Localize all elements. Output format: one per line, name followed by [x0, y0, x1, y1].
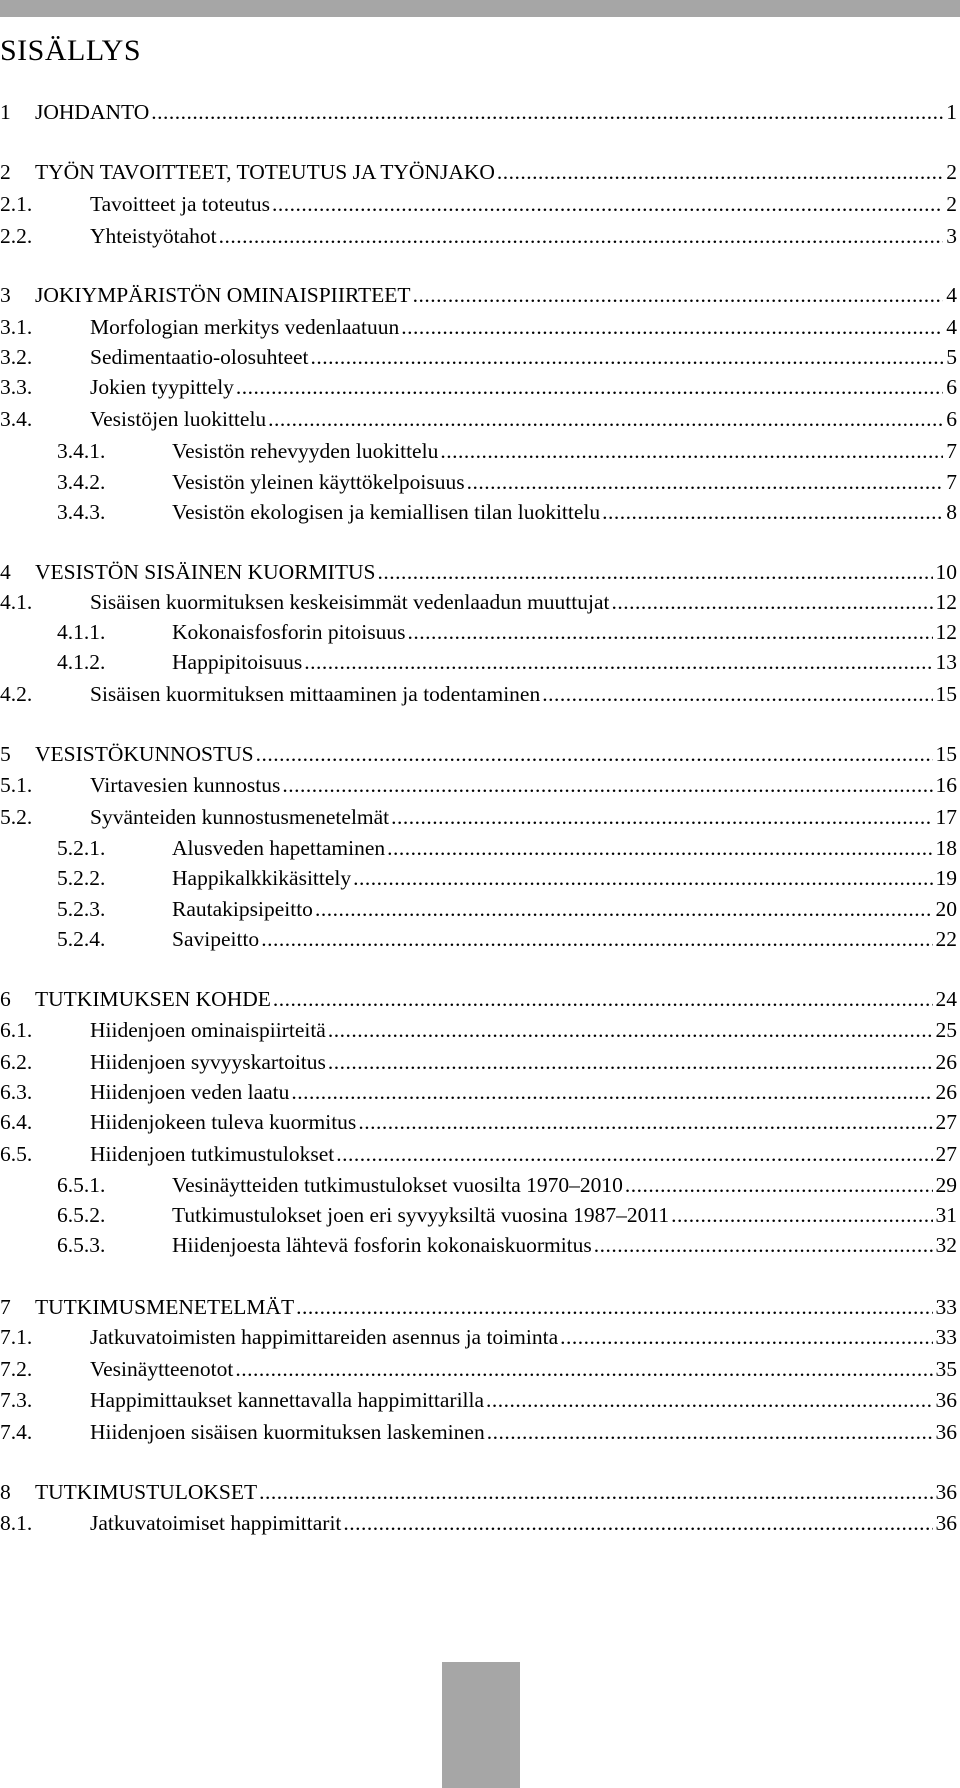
toc-entry-page: 20: [935, 897, 957, 921]
toc-entry[interactable]: [0, 1050, 957, 1082]
toc-dot-leader: [377, 560, 932, 585]
toc-entry[interactable]: [0, 1080, 957, 1112]
toc-dot-leader: [282, 773, 932, 798]
toc-entry[interactable]: [0, 590, 957, 622]
toc-dot-leader: [625, 1173, 933, 1198]
toc-entry[interactable]: [0, 1480, 957, 1512]
toc-entry-number: 8: [0, 1480, 11, 1504]
toc-dot-leader: [336, 1142, 932, 1167]
toc-entry[interactable]: [0, 742, 957, 774]
toc-entry-page: 32: [935, 1233, 957, 1257]
toc-entry[interactable]: [0, 439, 957, 471]
toc-entry[interactable]: [0, 375, 957, 407]
toc-entry-page: 36: [935, 1480, 957, 1504]
toc-entry[interactable]: [0, 283, 957, 315]
toc-entry-page: 12: [935, 620, 957, 644]
page-title: SISÄLLYS: [0, 34, 142, 67]
toc-entry[interactable]: [0, 224, 957, 256]
page-footer-box: [442, 1662, 520, 1788]
toc-dot-leader: [268, 407, 943, 432]
toc-entry-title: Morfologian merkitys vedenlaatuun: [90, 315, 400, 339]
toc-entry[interactable]: [0, 1203, 957, 1235]
toc-entry-title: Happipitoisuus: [172, 650, 303, 674]
toc-dot-leader: [291, 1080, 932, 1105]
toc-entry-title: Vesistön yleinen käyttökelpoisuus: [172, 470, 465, 494]
toc-dot-leader: [560, 1325, 932, 1350]
toc-dot-leader: [671, 1203, 932, 1228]
toc-entry-number: 3.4.2.: [57, 470, 106, 494]
toc-entry[interactable]: [0, 500, 957, 532]
toc-entry-title: Hiidenjoen sisäisen kuormituksen laskeminen: [90, 1420, 485, 1444]
toc-entry[interactable]: [0, 192, 957, 224]
toc-dot-leader: [387, 836, 932, 861]
toc-entry-title: Hiidenjokeen tuleva kuormitus: [90, 1110, 357, 1134]
toc-entry[interactable]: [0, 1325, 957, 1357]
toc-entry-number: 4.1.1.: [57, 620, 106, 644]
toc-entry[interactable]: [0, 773, 957, 805]
toc-entry-title: Tutkimustulokset joen eri syvyyksiltä vuosina 1987–2011: [172, 1203, 670, 1227]
toc-entry-number: 4: [0, 560, 11, 584]
toc-entry-title: TYÖN TAVOITTEET, TOTEUTUS JA TYÖNJAKO: [35, 160, 495, 184]
toc-entry-title: Jokien tyypittely: [90, 375, 234, 399]
toc-entry[interactable]: [0, 345, 957, 377]
toc-entry[interactable]: [0, 987, 957, 1019]
toc-entry[interactable]: [0, 1173, 957, 1205]
toc-entry-title: Hiidenjoen syvyyskartoitus: [90, 1050, 326, 1074]
toc-entry-title: Vesistöjen luokittelu: [90, 407, 267, 431]
toc-entry[interactable]: [0, 1511, 957, 1543]
toc-entry-page: 10: [935, 560, 957, 584]
toc-entry-number: 3.4.3.: [57, 500, 106, 524]
toc-entry-title: Vesinäytteiden tutkimustulokset vuosilta 1970–2010: [172, 1173, 623, 1197]
toc-entry-page: 5: [946, 345, 957, 369]
toc-entry-number: 6.5.: [0, 1142, 33, 1166]
toc-entry[interactable]: [0, 407, 957, 439]
toc-entry-number: 7.1.: [0, 1325, 33, 1349]
toc-entry-page: 18: [935, 836, 957, 860]
toc-entry-title: TUTKIMUSMENETELMÄT: [35, 1295, 295, 1319]
toc-dot-leader: [315, 897, 933, 922]
toc-entry-number: 2.1.: [0, 192, 33, 216]
toc-entry-number: 5.2.3.: [57, 897, 106, 921]
toc-dot-leader: [487, 1420, 933, 1445]
toc-entry[interactable]: [0, 805, 957, 837]
toc-entry-title: JOHDANTO: [35, 100, 150, 124]
toc-entry-number: 3.3.: [0, 375, 33, 399]
toc-dot-leader: [467, 470, 944, 495]
toc-dot-leader: [353, 866, 932, 891]
toc-entry-title: TUTKIMUSTULOKSET: [35, 1480, 258, 1504]
toc-entry-page: 13: [935, 650, 957, 674]
toc-entry-number: 5.2.: [0, 805, 33, 829]
toc-dot-leader: [594, 1233, 933, 1258]
toc-dot-leader: [612, 590, 933, 615]
toc-entry-number: 5.1.: [0, 773, 33, 797]
toc-entry-page: 6: [946, 407, 957, 431]
toc-entry[interactable]: [0, 1357, 957, 1389]
toc-entry-page: 27: [935, 1110, 957, 1134]
toc-entry[interactable]: [0, 1018, 957, 1050]
toc-entry[interactable]: [0, 897, 957, 929]
toc-dot-leader: [391, 805, 932, 830]
toc-entry-number: 1: [0, 100, 11, 124]
toc-entry-number: 4.1.: [0, 590, 33, 614]
toc-entry-number: 3: [0, 283, 11, 307]
toc-entry[interactable]: [0, 650, 957, 682]
toc-entry-title: Hiidenjoen tutkimustulokset: [90, 1142, 335, 1166]
toc-dot-leader: [259, 1480, 932, 1505]
toc-entry-title: Syvänteiden kunnostusmenetelmät: [90, 805, 390, 829]
toc-dot-leader: [343, 1511, 932, 1536]
toc-entry-page: 22: [935, 927, 957, 951]
toc-entry-number: 8.1.: [0, 1511, 33, 1535]
toc-dot-leader: [408, 620, 933, 645]
toc-entry-page: 2: [946, 192, 957, 216]
toc-dot-leader: [401, 315, 943, 340]
toc-entry-page: 6: [946, 375, 957, 399]
toc-entry-page: 29: [935, 1173, 957, 1197]
toc-entry-number: 5.2.4.: [57, 927, 106, 951]
toc-entry-number: 7.3.: [0, 1388, 33, 1412]
toc-dot-leader: [261, 927, 932, 952]
toc-entry-page: 4: [946, 315, 957, 339]
toc-entry-title: Vesistön rehevyyden luokittelu: [172, 439, 439, 463]
toc-dot-leader: [542, 682, 932, 707]
toc-entry-title: Vesinäytteenotot: [90, 1357, 234, 1381]
toc-entry-title: Alusveden hapettaminen: [172, 836, 386, 860]
toc-dot-leader: [256, 742, 933, 767]
toc-entry-number: 6.2.: [0, 1050, 33, 1074]
toc-entry[interactable]: [0, 560, 957, 592]
toc-dot-leader: [151, 100, 943, 125]
toc-dot-leader: [296, 1295, 932, 1320]
toc-entry-title: Savipeitto: [172, 927, 260, 951]
toc-entry-number: 6.5.1.: [57, 1173, 106, 1197]
toc-entry-number: 6.3.: [0, 1080, 33, 1104]
toc-entry-page: 26: [935, 1080, 957, 1104]
toc-entry-number: 7: [0, 1295, 11, 1319]
toc-dot-leader: [236, 375, 943, 400]
toc-entry-title: VESISTÖKUNNOSTUS: [35, 742, 254, 766]
toc-entry[interactable]: [0, 682, 957, 714]
toc-entry-number: 7.4.: [0, 1420, 33, 1444]
toc-entry-number: 6: [0, 987, 11, 1011]
toc-entry-title: Sisäisen kuormituksen keskeisimmät vedenlaadun muuttujat: [90, 590, 610, 614]
toc-entry-number: 2.2.: [0, 224, 33, 248]
toc-entry-page: 31: [935, 1203, 957, 1227]
toc-dot-leader: [440, 439, 943, 464]
toc-entry-page: 36: [935, 1420, 957, 1444]
toc-entry-number: 3.2.: [0, 345, 33, 369]
toc-entry-page: 36: [935, 1511, 957, 1535]
toc-entry-page: 1: [946, 100, 957, 124]
toc-entry-page: 27: [935, 1142, 957, 1166]
toc-entry-title: Happikalkkikäsittely: [172, 866, 352, 890]
toc-entry-page: 25: [935, 1018, 957, 1042]
toc-entry-page: 15: [935, 682, 957, 706]
toc-entry[interactable]: [0, 160, 957, 192]
toc-dot-leader: [272, 192, 943, 217]
toc-entry-page: 8: [946, 500, 957, 524]
toc-entry[interactable]: [0, 927, 957, 959]
toc-entry-title: Sisäisen kuormituksen mittaaminen ja todentaminen: [90, 682, 541, 706]
toc-entry[interactable]: [0, 1233, 957, 1265]
toc-entry-title: Sedimentaatio-olosuhteet: [90, 345, 309, 369]
toc-entry-page: 2: [946, 160, 957, 184]
toc-entry[interactable]: [0, 836, 957, 868]
top-gray-bar: [0, 0, 960, 17]
toc-entry-page: 15: [935, 742, 957, 766]
toc-dot-leader: [497, 160, 943, 185]
toc-dot-leader: [273, 987, 933, 1012]
toc-entry-title: TUTKIMUKSEN KOHDE: [35, 987, 271, 1011]
toc-entry-title: Hiidenjoen veden laatu: [90, 1080, 290, 1104]
toc-entry[interactable]: [0, 866, 957, 898]
toc-entry-number: 6.5.2.: [57, 1203, 106, 1227]
toc-entry-title: Happimittaukset kannettavalla happimittarilla: [90, 1388, 485, 1412]
toc-entry-number: 3.1.: [0, 315, 33, 339]
toc-entry-page: 17: [935, 805, 957, 829]
toc-dot-leader: [602, 500, 943, 525]
toc-entry-page: 16: [935, 773, 957, 797]
toc-dot-leader: [486, 1388, 932, 1413]
toc-entry[interactable]: [0, 470, 957, 502]
toc-entry-number: 5.2.2.: [57, 866, 106, 890]
toc-entry-title: Virtavesien kunnostus: [90, 773, 281, 797]
toc-entry-title: Vesistön ekologisen ja kemiallisen tilan luokittelu: [172, 500, 601, 524]
toc-entry-title: Hiidenjoesta lähtevä fosforin kokonaiskuormitus: [172, 1233, 592, 1257]
toc-entry-title: JOKIYMPÄRISTÖN OMINAISPIIRTEET: [35, 283, 411, 307]
toc-entry-title: Jatkuvatoimisten happimittareiden asennus ja toiminta: [90, 1325, 559, 1349]
toc-entry-title: Kokonaisfosforin pitoisuus: [172, 620, 406, 644]
toc-dot-leader: [328, 1050, 933, 1075]
toc-entry-number: 7.2.: [0, 1357, 33, 1381]
toc-dot-leader: [413, 283, 944, 308]
toc-entry-page: 7: [946, 439, 957, 463]
toc-entry[interactable]: [0, 1295, 957, 1327]
toc-entry-page: 26: [935, 1050, 957, 1074]
toc-entry-title: Yhteistyötahot: [90, 224, 217, 248]
toc-entry-page: 4: [946, 283, 957, 307]
toc-entry-number: 5.2.1.: [57, 836, 106, 860]
toc-entry-title: Rautakipsipeitto: [172, 897, 313, 921]
toc-entry-page: 12: [935, 590, 957, 614]
toc-entry-title: Tavoitteet ja toteutus: [90, 192, 270, 216]
toc-entry-number: 3.4.1.: [57, 439, 106, 463]
toc-entry-number: 6.5.3.: [57, 1233, 106, 1257]
toc-entry[interactable]: [0, 1420, 957, 1452]
toc-entry-page: 33: [935, 1295, 957, 1319]
toc-entry-page: 3: [946, 224, 957, 248]
toc-dot-leader: [358, 1110, 932, 1135]
toc-entry-title: Jatkuvatoimiset happimittarit: [90, 1511, 342, 1535]
toc-entry-page: 24: [935, 987, 957, 1011]
toc-entry[interactable]: [0, 315, 957, 347]
toc-entry-page: 36: [935, 1388, 957, 1412]
toc-entry-title: Hiidenjoen ominaispiirteitä: [90, 1018, 326, 1042]
toc-entry-page: 19: [935, 866, 957, 890]
toc-entry[interactable]: [0, 620, 957, 652]
toc-entry-page: 7: [946, 470, 957, 494]
toc-dot-leader: [328, 1018, 933, 1043]
toc-dot-leader: [304, 650, 932, 675]
toc-entry-number: 6.4.: [0, 1110, 33, 1134]
toc-entry[interactable]: [0, 1142, 957, 1174]
toc-dot-leader: [235, 1357, 932, 1382]
toc-entry-number: 2: [0, 160, 11, 184]
toc-entry-number: 4.2.: [0, 682, 33, 706]
toc-entry-page: 33: [935, 1325, 957, 1349]
toc-entry-page: 35: [935, 1357, 957, 1381]
toc-dot-leader: [219, 224, 944, 249]
toc-entry-number: 6.1.: [0, 1018, 33, 1042]
toc-entry-number: 5: [0, 742, 11, 766]
toc-entry-number: 4.1.2.: [57, 650, 106, 674]
toc-entry-title: VESISTÖN SISÄINEN KUORMITUS: [35, 560, 376, 584]
toc-dot-leader: [311, 345, 944, 370]
toc-entry-number: 3.4.: [0, 407, 33, 431]
toc-entry[interactable]: [0, 1110, 957, 1142]
toc-entry[interactable]: [0, 100, 957, 132]
toc-entry[interactable]: [0, 1388, 957, 1420]
